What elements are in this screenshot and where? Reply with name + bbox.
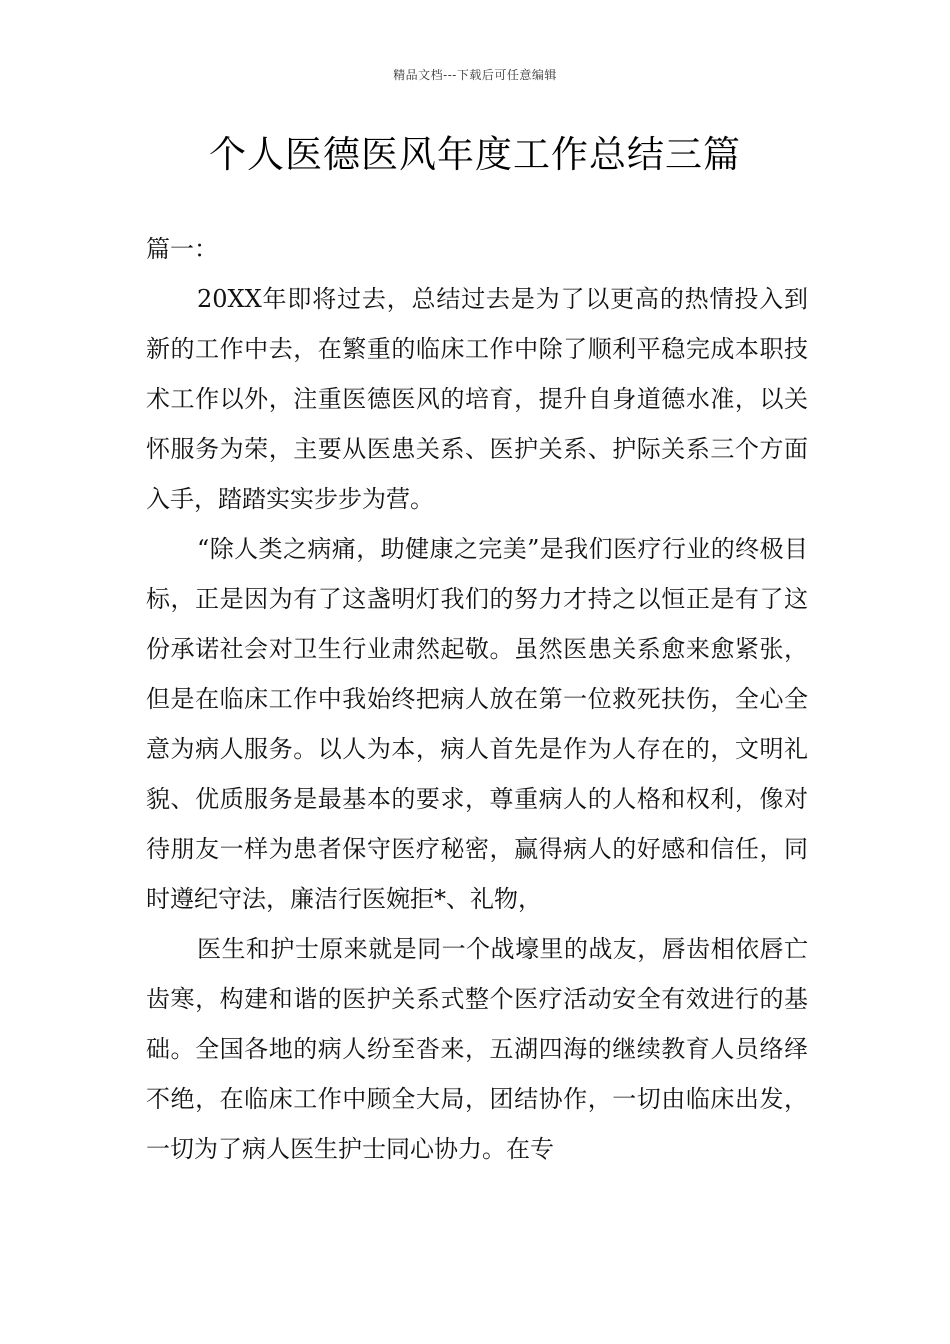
- paragraph-1: 20XX年即将过去，总结过去是为了以更高的热情投入到新的工作中去，在繁重的临床工作中除了顺利平稳完成本职技术工作以外，注重医德医风的培育，提升自身道德水准，以关怀服务为荣，主要从医患关系、医护关系、护际关系三个方面入手，踏踏实实步步为营。: [146, 285, 808, 513]
- document-body: [146, 224, 808, 1174]
- paragraph-3: 医生和护士原来就是同一个战壕里的战友，唇齿相依唇亡齿寒，构建和谐的医护关系式整个医疗活动安全有效进行的基础。全国各地的病人纷至沓来，五湖四海的继续教育人员络绎不绝，在临床工作中顾全大局，团结协作，一切由临床出发，一切为了病人医生护士同心协力。在专: [146, 935, 808, 1163]
- header-note: 精品文档---下载后可任意编辑: [393, 68, 557, 82]
- document-title: 个人医德医风年度工作总结三篇: [209, 133, 741, 176]
- paragraph-2: “除人类之病痛，助健康之完美”是我们医疗行业的终极目标，正是因为有了这盏明灯我们的努力才持之以恒正是有了这份承诺社会对卫生行业肃然起敬。虽然医患关系愈来愈紧张，但是在临床工作中我始终把病人放在第一位救死扶伤，全心全意为病人服务。以人为本，病人首先是作为人存在的，文明礼貌、优质服务是最基本的要求，尊重病人的人格和权利，像对待朋友一样为患者保守医疗秘密，赢得病人的好感和信任，同时遵纪守法，廉洁行医婉拒*、礼物，: [146, 535, 808, 913]
- section-heading: 篇一：: [146, 235, 218, 263]
